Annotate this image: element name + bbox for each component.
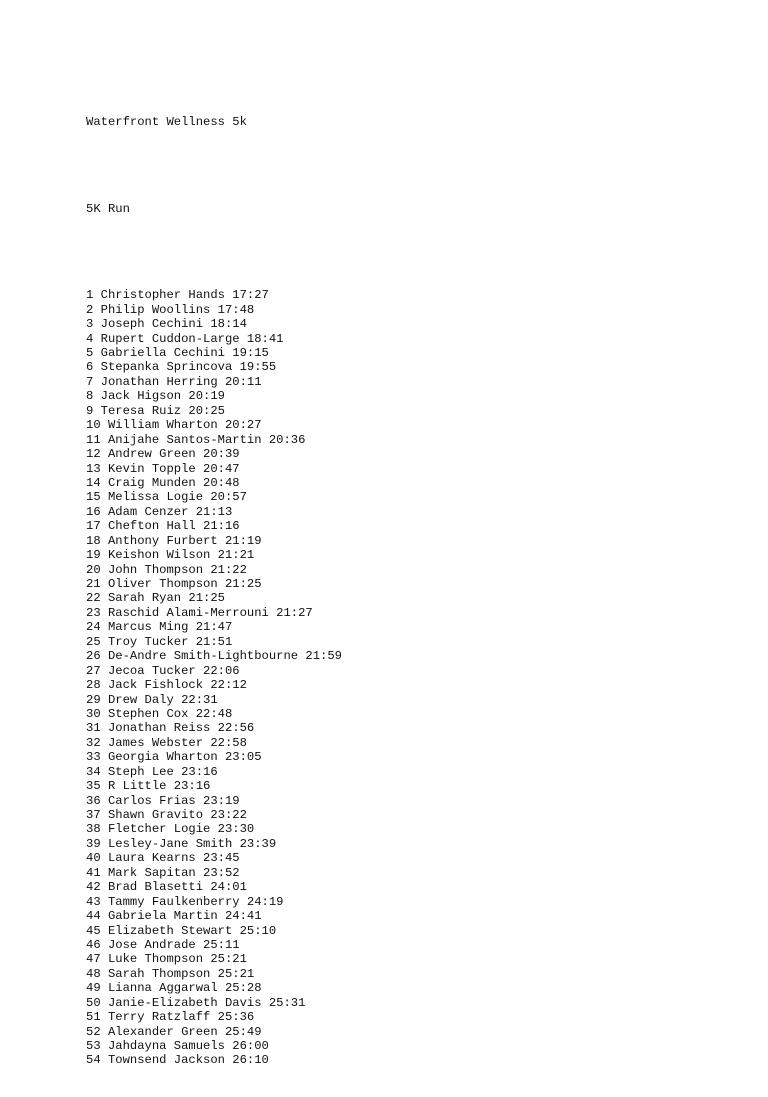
blank-line <box>86 245 342 259</box>
result-row: 27 Jecoa Tucker 22:06 <box>86 663 240 678</box>
result-row: 48 Sarah Thompson 25:21 <box>86 966 255 981</box>
result-row: 32 James Webster 22:58 <box>86 735 247 750</box>
result-row: 29 Drew Daly 22:31 <box>86 692 218 707</box>
result-row: 49 Lianna Aggarwal 25:28 <box>86 981 262 996</box>
result-row: 39 Lesley-Jane Smith 23:39 <box>86 836 277 851</box>
result-row: 34 Steph Lee 23:16 <box>86 764 218 779</box>
result-row: 53 Jahdayna Samuels 26:00 <box>86 1039 269 1054</box>
result-row: 16 Adam Cenzer 21:13 <box>86 504 233 519</box>
result-row: 28 Jack Fishlock 22:12 <box>86 678 247 693</box>
result-row: 47 Luke Thompson 25:21 <box>86 952 247 967</box>
result-row: 46 Jose Andrade 25:11 <box>86 937 240 952</box>
result-row: 40 Laura Kearns 23:45 <box>86 851 240 866</box>
result-row: 22 Sarah Ryan 21:25 <box>86 591 225 606</box>
result-row: 25 Troy Tucker 21:51 <box>86 634 233 649</box>
result-row: 10 William Wharton 20:27 <box>86 418 262 433</box>
results-list <box>86 288 342 1068</box>
result-row: 17 Chefton Hall 21:16 <box>86 519 240 534</box>
result-row: 51 Terry Ratzlaff 25:36 <box>86 1010 255 1025</box>
result-row: 24 Marcus Ming 21:47 <box>86 620 233 635</box>
result-row: 12 Andrew Green 20:39 <box>86 447 240 462</box>
result-row: 31 Jonathan Reiss 22:56 <box>86 721 255 736</box>
result-row: 7 Jonathan Herring 20:11 <box>86 374 262 389</box>
result-row: 14 Craig Munden 20:48 <box>86 475 240 490</box>
result-row: 44 Gabriela Martin 24:41 <box>86 909 262 924</box>
result-row: 15 Melissa Logie 20:57 <box>86 490 247 505</box>
result-row: 8 Jack Higson 20:19 <box>86 389 225 404</box>
result-row: 2 Philip Woollins 17:48 <box>86 302 255 317</box>
result-row: 23 Raschid Alami-Merrouni 21:27 <box>86 605 313 620</box>
result-row: 30 Stephen Cox 22:48 <box>86 706 233 721</box>
result-row: 52 Alexander Green 25:49 <box>86 1024 262 1039</box>
result-row: 5 Gabriella Cechini 19:15 <box>86 346 269 361</box>
result-row: 37 Shawn Gravito 23:22 <box>86 808 247 823</box>
result-row: 36 Carlos Frias 23:19 <box>86 793 240 808</box>
results-document <box>86 86 342 1097</box>
result-row: 42 Brad Blasetti 24:01 <box>86 880 247 895</box>
result-row: 35 R Little 23:16 <box>86 779 211 794</box>
event-heading: 5K Run <box>86 201 130 216</box>
blank-line <box>86 158 342 172</box>
result-row: 33 Georgia Wharton 23:05 <box>86 750 262 765</box>
result-row: 54 Townsend Jackson 26:10 <box>86 1053 269 1068</box>
result-row: 13 Kevin Topple 20:47 <box>86 461 240 476</box>
result-row: 41 Mark Sapitan 23:52 <box>86 865 240 880</box>
result-row: 38 Fletcher Logie 23:30 <box>86 822 255 837</box>
result-row: 19 Keishon Wilson 21:21 <box>86 548 255 563</box>
result-row: 43 Tammy Faulkenberry 24:19 <box>86 894 284 909</box>
result-row: 20 John Thompson 21:22 <box>86 562 247 577</box>
result-row: 45 Elizabeth Stewart 25:10 <box>86 923 277 938</box>
result-row: 9 Teresa Ruiz 20:25 <box>86 403 225 418</box>
result-row: 1 Christopher Hands 17:27 <box>86 288 269 303</box>
result-row: 4 Rupert Cuddon-Large 18:41 <box>86 331 284 346</box>
document-title: Waterfront Wellness 5k <box>86 114 247 129</box>
result-row: 21 Oliver Thompson 21:25 <box>86 577 262 592</box>
result-row: 3 Joseph Cechini 18:14 <box>86 317 247 332</box>
result-row: 6 Stepanka Sprincova 19:55 <box>86 360 277 375</box>
result-row: 18 Anthony Furbert 21:19 <box>86 533 262 548</box>
result-row: 26 De-Andre Smith-Lightbourne 21:59 <box>86 649 342 664</box>
result-row: 50 Janie-Elizabeth Davis 25:31 <box>86 995 306 1010</box>
result-row: 11 Anijahe Santos-Martin 20:36 <box>86 432 306 447</box>
